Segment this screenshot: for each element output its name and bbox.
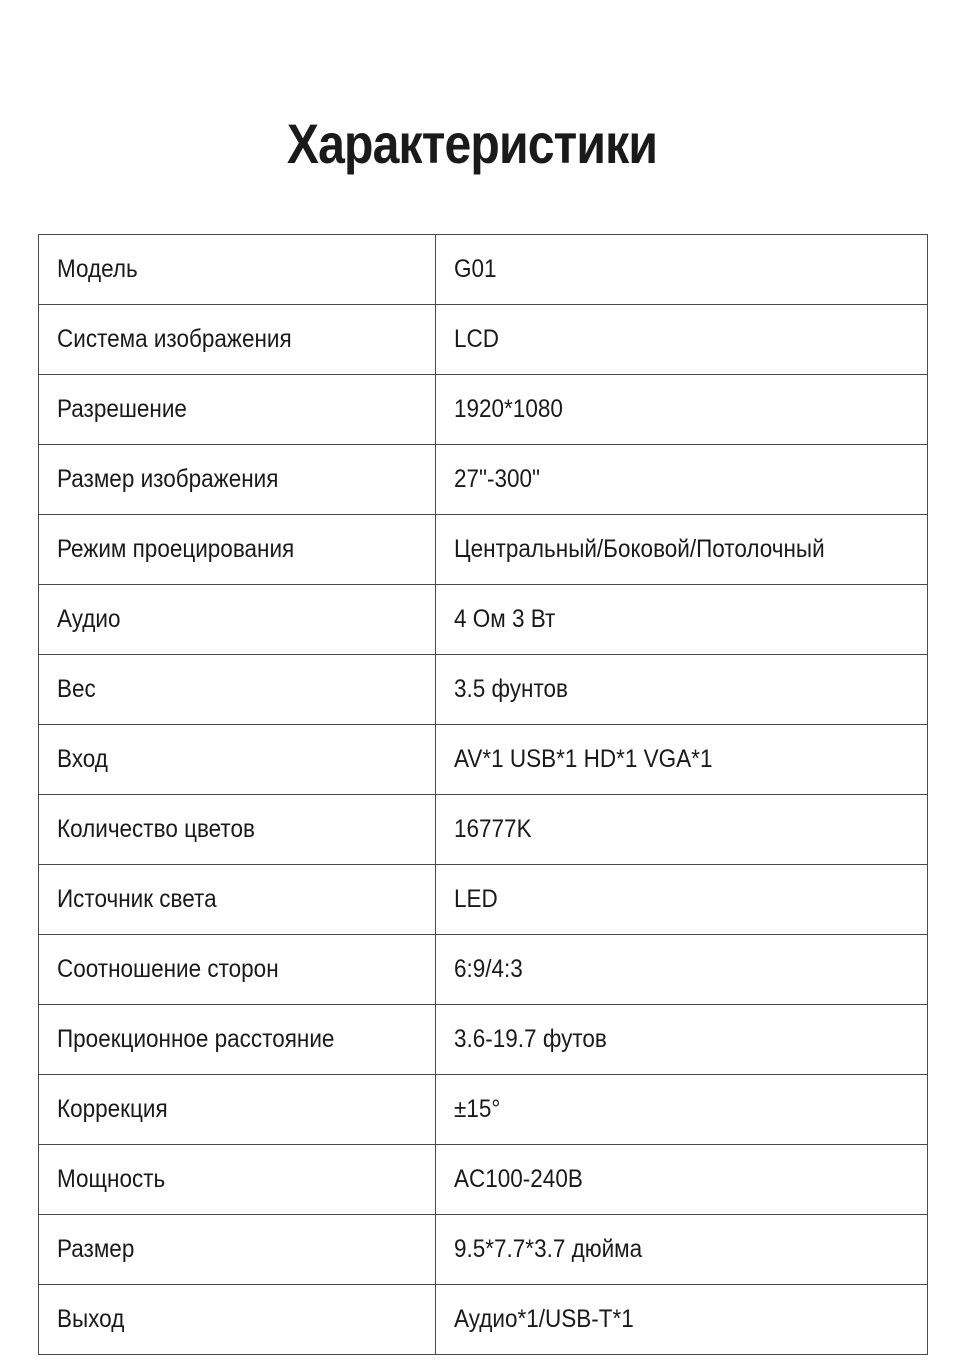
spec-label-cell — [39, 865, 436, 935]
spec-label-cell — [39, 375, 436, 445]
spec-label: Режим проецирования — [57, 535, 295, 563]
spec-label-cell — [39, 235, 436, 305]
spec-value-cell — [436, 1005, 928, 1075]
spec-value-cell — [436, 1215, 928, 1285]
spec-label: Выход — [57, 1305, 125, 1333]
spec-label-cell — [39, 725, 436, 795]
spec-value: 6:9/4:3 — [454, 955, 523, 983]
spec-value-cell — [436, 1145, 928, 1215]
table-row — [39, 865, 928, 935]
table-row — [39, 1285, 928, 1355]
spec-label-cell — [39, 445, 436, 515]
spec-value-cell — [436, 375, 928, 445]
spec-label-cell — [39, 655, 436, 725]
spec-label: Вес — [57, 675, 96, 703]
spec-label: Размер — [57, 1235, 135, 1263]
spec-label-cell — [39, 795, 436, 865]
page-title: Характеристики — [286, 112, 658, 175]
table-row — [39, 585, 928, 655]
spec-label-cell — [39, 1005, 436, 1075]
spec-value-cell — [436, 1285, 928, 1355]
table-row — [39, 655, 928, 725]
spec-value: 27"-300" — [454, 465, 541, 493]
spec-value-cell — [436, 515, 928, 585]
spec-value-cell — [436, 585, 928, 655]
spec-value-cell — [436, 865, 928, 935]
spec-label: Система изображения — [57, 325, 292, 353]
spec-value: Центральный/Боковой/Потолочный — [454, 535, 825, 563]
spec-label-cell — [39, 1075, 436, 1145]
table-row — [39, 445, 928, 515]
spec-label: Разрешение — [57, 395, 187, 423]
spec-value: 4 Ом 3 Вт — [454, 605, 556, 633]
spec-value-cell — [436, 235, 928, 305]
spec-label-cell — [39, 585, 436, 655]
table-row — [39, 795, 928, 865]
spec-label: Модель — [57, 255, 138, 283]
table-row — [39, 1215, 928, 1285]
spec-value: 1920*1080 — [454, 395, 563, 423]
spec-value: ±15° — [454, 1095, 501, 1123]
table-row — [39, 305, 928, 375]
spec-value: LCD — [454, 325, 500, 353]
spec-value: AC100-240В — [454, 1165, 583, 1193]
spec-value-cell — [436, 655, 928, 725]
spec-value: 3.6-19.7 футов — [454, 1025, 607, 1053]
spec-value-cell — [436, 725, 928, 795]
table-row — [39, 235, 928, 305]
spec-label-cell — [39, 515, 436, 585]
spec-label-cell — [39, 935, 436, 1005]
spec-value-cell — [436, 305, 928, 375]
table-row — [39, 1005, 928, 1075]
specs-table — [38, 234, 928, 1355]
spec-value: 3.5 фунтов — [454, 675, 568, 703]
spec-label: Количество цветов — [57, 815, 255, 843]
spec-value-cell — [436, 935, 928, 1005]
spec-label-cell — [39, 305, 436, 375]
spec-label-cell — [39, 1285, 436, 1355]
spec-label-cell — [39, 1215, 436, 1285]
spec-value-cell — [436, 795, 928, 865]
spec-label: Коррекция — [57, 1095, 168, 1123]
spec-label-cell — [39, 1145, 436, 1215]
spec-label: Соотношение сторон — [57, 955, 279, 983]
spec-label: Размер изображения — [57, 465, 279, 493]
spec-value: G01 — [454, 255, 497, 283]
table-row — [39, 725, 928, 795]
spec-value: Аудио*1/USB-T*1 — [454, 1305, 634, 1333]
spec-label: Источник света — [57, 885, 217, 913]
spec-label: Аудио — [57, 605, 121, 633]
spec-label: Проекционное расстояние — [57, 1025, 335, 1053]
spec-value-cell — [436, 445, 928, 515]
spec-value: 16777K — [454, 815, 532, 843]
spec-value: 9.5*7.7*3.7 дюйма — [454, 1235, 643, 1263]
spec-label: Мощность — [57, 1165, 166, 1193]
spec-value: AV*1 USB*1 HD*1 VGA*1 — [454, 745, 713, 773]
table-row — [39, 935, 928, 1005]
spec-value: LED — [454, 885, 498, 913]
spec-label: Вход — [57, 745, 108, 773]
table-row — [39, 1145, 928, 1215]
spec-value-cell — [436, 1075, 928, 1145]
table-row — [39, 515, 928, 585]
table-row — [39, 375, 928, 445]
table-row — [39, 1075, 928, 1145]
